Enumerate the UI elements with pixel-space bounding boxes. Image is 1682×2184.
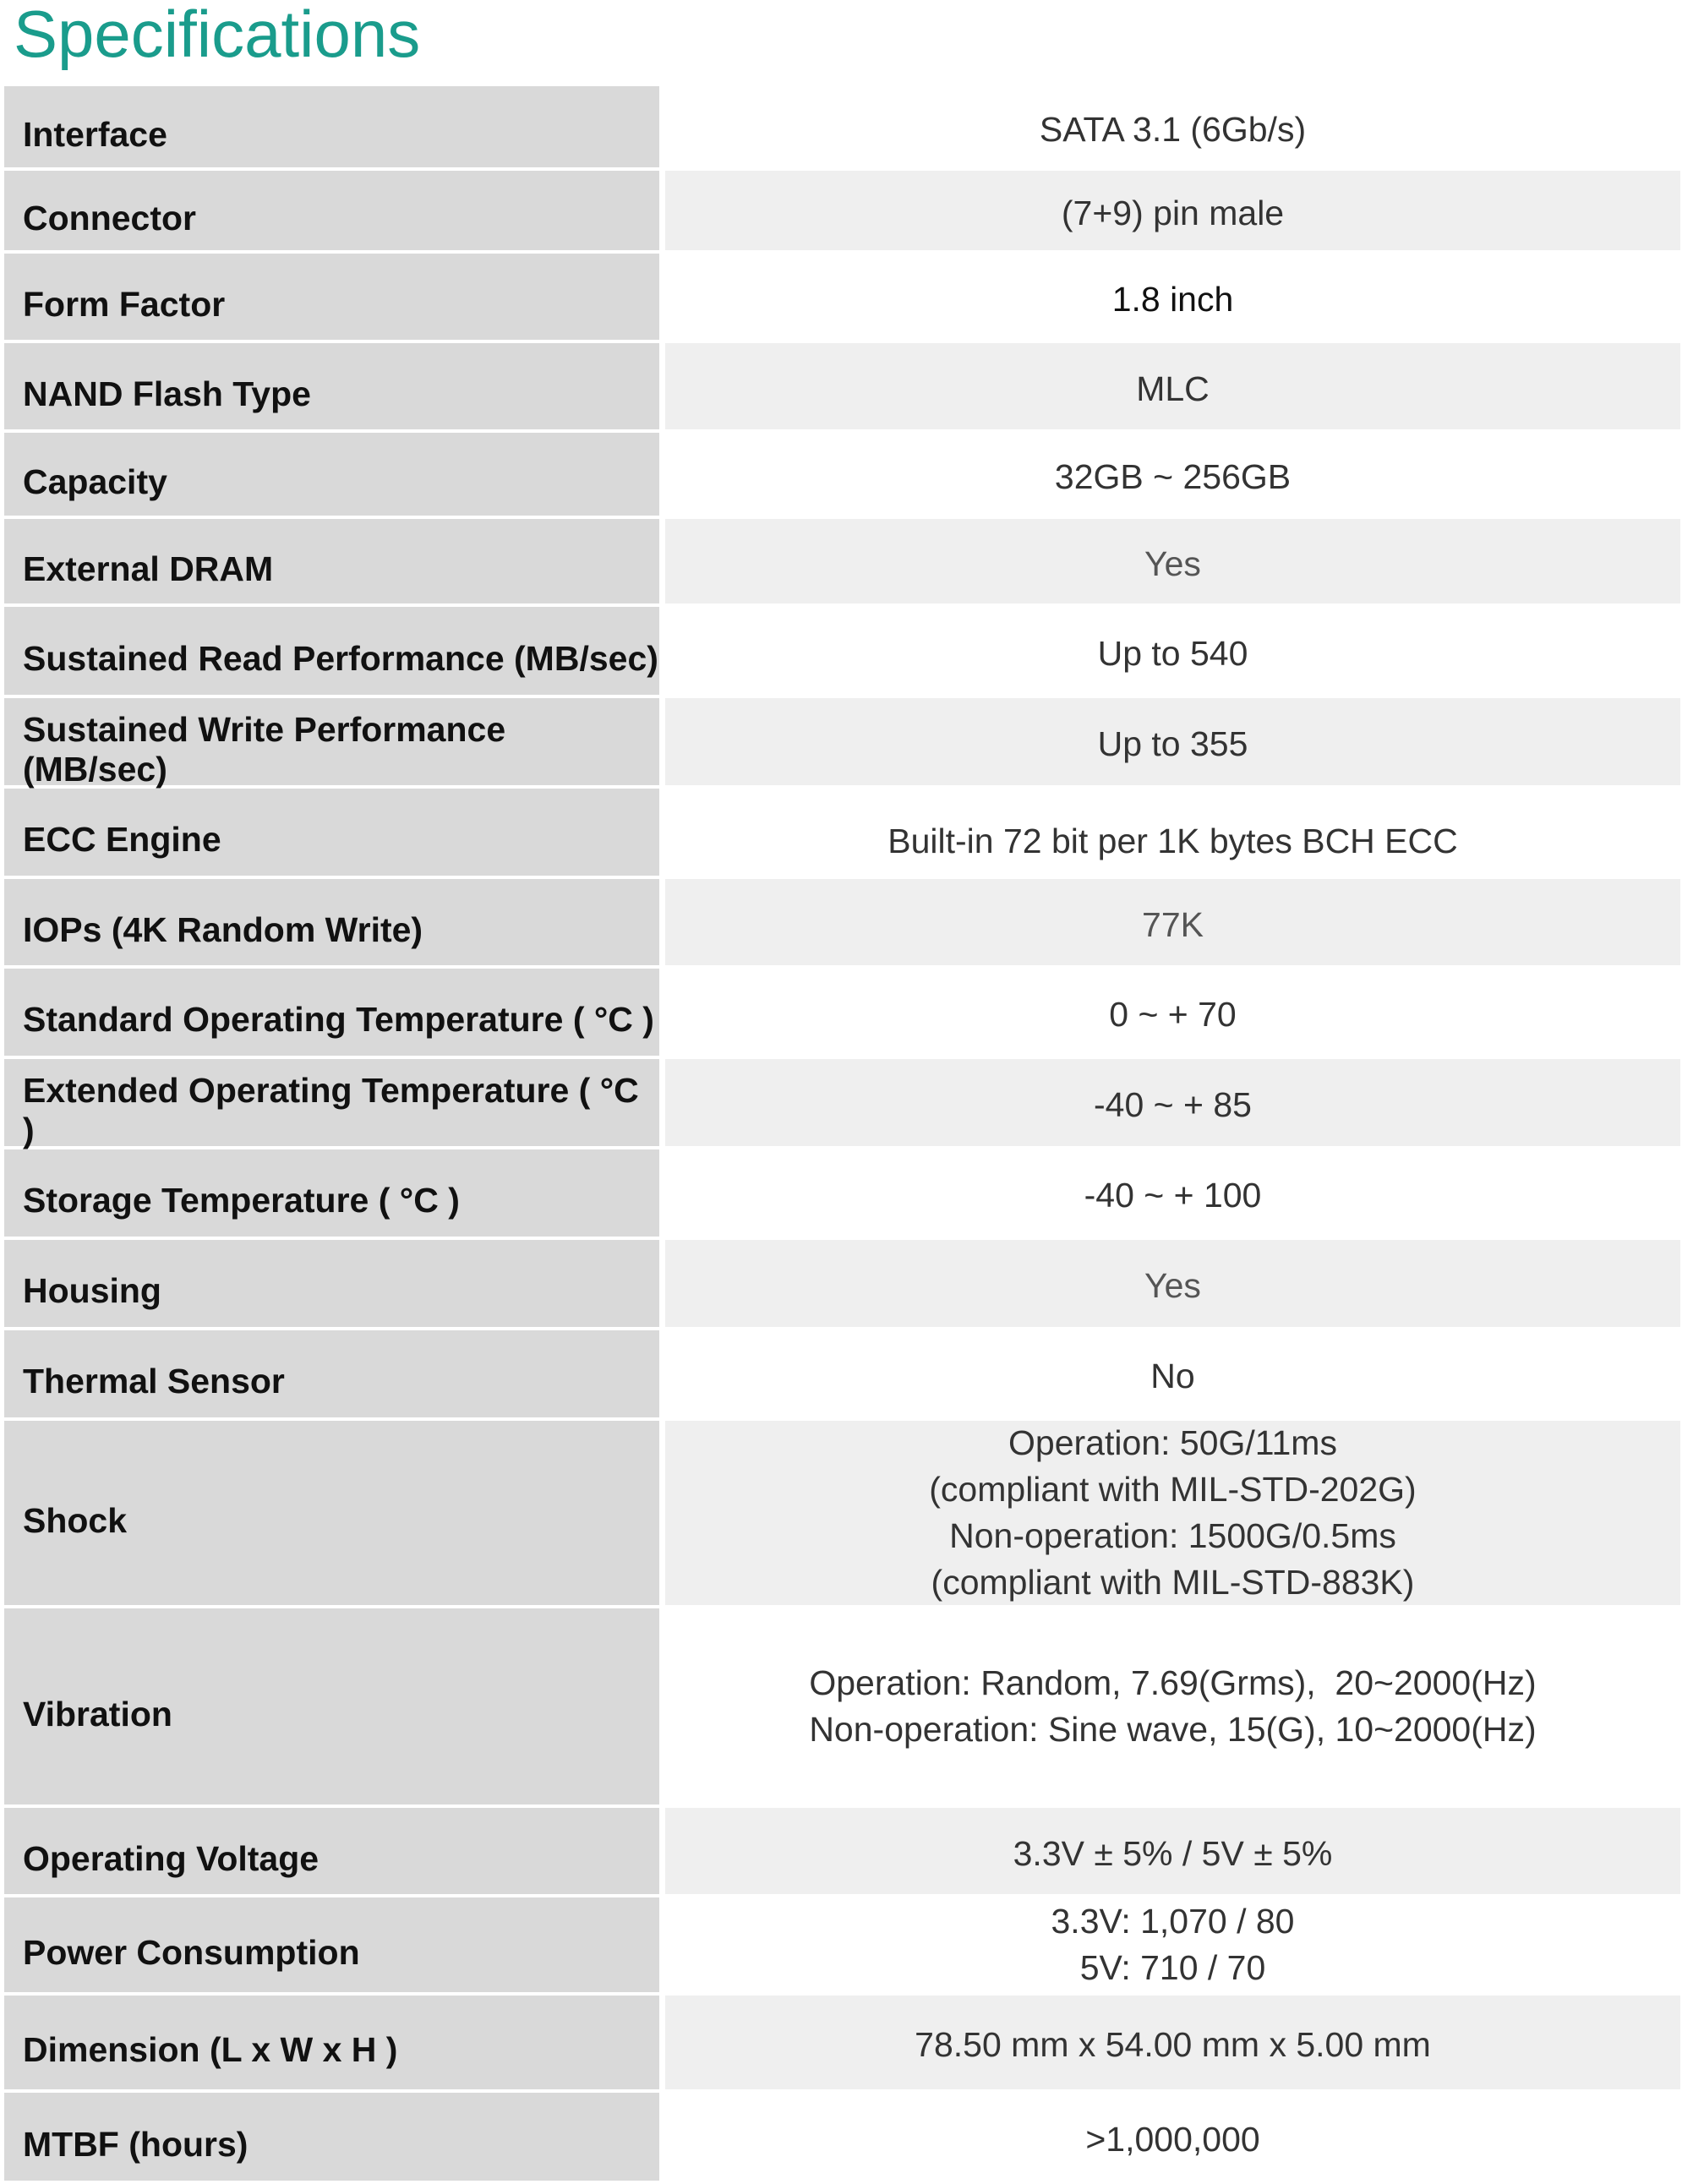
- spec-label: Interface: [4, 86, 659, 167]
- spec-table: [4, 86, 1680, 2184]
- spec-row-connector: [4, 171, 1680, 250]
- spec-value-line: Operation: Random, 7.69(Grms), 20~2000(Hz): [809, 1663, 1537, 1702]
- spec-value-line: Up to 355: [1097, 724, 1248, 763]
- spec-value: [665, 433, 1680, 516]
- spec-value-line: (compliant with MIL-STD-883K): [931, 1563, 1415, 1602]
- spec-label: Capacity: [4, 433, 659, 516]
- spec-row-operating-voltage: [4, 1808, 1680, 1894]
- spec-value: [665, 607, 1680, 695]
- spec-row-housing: [4, 1240, 1680, 1327]
- spec-row-iops: [4, 879, 1680, 965]
- spec-row-extended-operating-temp: [4, 1059, 1680, 1149]
- spec-value-line: 78.50 mm x 54.00 mm x 5.00 mm: [915, 2025, 1431, 2064]
- spec-value: [665, 254, 1680, 340]
- spec-label: Shock: [4, 1421, 659, 1605]
- spec-label: Sustained Write Performance (MB/sec): [4, 698, 659, 785]
- spec-label: Storage Temperature ( °C ): [4, 1149, 659, 1237]
- spec-value-line: -40 ~ + 85: [1094, 1085, 1252, 1124]
- spec-value-line: SATA 3.1 (6Gb/s): [1039, 109, 1307, 149]
- spec-value-line: Operation: 50G/11ms: [1008, 1423, 1337, 1462]
- spec-value: [665, 1149, 1680, 1237]
- spec-value-line: Yes: [1144, 1266, 1201, 1305]
- spec-value: [665, 343, 1680, 429]
- spec-row-sustained-write: [4, 698, 1680, 789]
- spec-value: [665, 1808, 1680, 1894]
- spec-label: Form Factor: [4, 254, 659, 340]
- spec-value: [665, 86, 1680, 167]
- spec-value: [665, 969, 1680, 1056]
- spec-row-vibration: [4, 1608, 1680, 1805]
- spec-value-line: -40 ~ + 100: [1084, 1176, 1262, 1215]
- spec-value: [665, 1996, 1680, 2089]
- spec-value-line: No: [1150, 1357, 1195, 1395]
- spec-label: Dimension (L x W x H ): [4, 1996, 659, 2089]
- spec-row-nand-flash-type: [4, 343, 1680, 429]
- spec-label: Vibration: [4, 1608, 659, 1805]
- spec-value-line: 1.8 inch: [1111, 279, 1234, 319]
- spec-row-interface: [4, 86, 1680, 167]
- spec-row-sustained-read: [4, 607, 1680, 695]
- spec-value-line: (compliant with MIL-STD-202G): [929, 1470, 1417, 1509]
- spec-value-line: Built-in 72 bit per 1K bytes BCH ECC: [887, 822, 1458, 860]
- spec-value-line: 5V: 710 / 70: [1079, 1948, 1266, 1987]
- spec-label: Thermal Sensor: [4, 1330, 659, 1417]
- page-title: Specifications: [14, 0, 421, 71]
- spec-row-dimension: [4, 1996, 1680, 2089]
- spec-row-ecc-engine: [4, 789, 1680, 876]
- spec-row-external-dram: [4, 519, 1680, 603]
- spec-label: Power Consumption: [4, 1897, 659, 1992]
- spec-label: External DRAM: [4, 519, 659, 603]
- spec-value: [665, 2093, 1680, 2181]
- spec-value: [665, 1330, 1680, 1417]
- spec-row-thermal-sensor: [4, 1330, 1680, 1417]
- spec-row-shock: [4, 1421, 1680, 1605]
- spec-value-line: >1,000,000: [1085, 2119, 1260, 2159]
- spec-label: Housing: [4, 1240, 659, 1327]
- spec-label: Standard Operating Temperature ( °C ): [4, 969, 659, 1056]
- spec-value: [665, 1059, 1680, 1146]
- spec-value: [665, 1608, 1680, 1805]
- spec-value: [665, 1421, 1680, 1605]
- spec-label: Operating Voltage: [4, 1808, 659, 1894]
- spec-label: Connector: [4, 171, 659, 250]
- spec-value: [665, 879, 1680, 965]
- spec-row-standard-operating-temp: [4, 969, 1680, 1056]
- spec-value: [665, 698, 1680, 785]
- spec-value-line: 0 ~ + 70: [1109, 995, 1237, 1034]
- spec-row-form-factor: [4, 254, 1680, 340]
- spec-value: [665, 171, 1680, 250]
- spec-value: [665, 1897, 1680, 1992]
- spec-value: [665, 519, 1680, 603]
- spec-row-storage-temp: [4, 1149, 1680, 1237]
- spec-value: [665, 1240, 1680, 1327]
- spec-value-line: Up to 540: [1097, 633, 1248, 673]
- spec-value-line: MLC: [1136, 369, 1210, 408]
- spec-value: [665, 789, 1680, 876]
- spec-label: IOPs (4K Random Write): [4, 879, 659, 965]
- spec-label: Sustained Read Performance (MB/sec): [4, 607, 659, 695]
- spec-value-line: 3.3V: 1,070 / 80: [1051, 1902, 1295, 1941]
- spec-label: NAND Flash Type: [4, 343, 659, 429]
- spec-value-line: Non-operation: 1500G/0.5ms: [949, 1516, 1396, 1555]
- spec-row-power-consumption: [4, 1897, 1680, 1992]
- spec-row-mtbf: [4, 2093, 1680, 2181]
- spec-value-line: 3.3V ± 5% / 5V ± 5%: [1013, 1833, 1333, 1873]
- spec-value-line: 77K: [1142, 904, 1204, 944]
- spec-label: MTBF (hours): [4, 2093, 659, 2181]
- spec-label: Extended Operating Temperature ( °C ): [4, 1059, 659, 1146]
- spec-label: ECC Engine: [4, 789, 659, 876]
- spec-value-line: (7+9) pin male: [1061, 193, 1285, 232]
- spec-value-line: 32GB ~ 256GB: [1054, 456, 1292, 496]
- spec-value-line: Non-operation: Sine wave, 15(G), 10~2000(Hz): [809, 1710, 1537, 1749]
- spec-row-capacity: [4, 433, 1680, 516]
- spec-value-line: Yes: [1144, 543, 1201, 583]
